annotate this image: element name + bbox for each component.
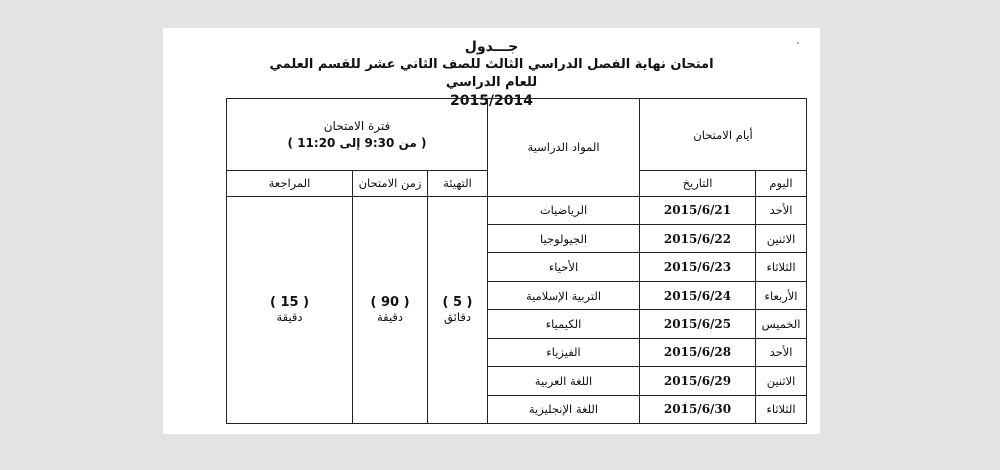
header-date: التاريخ [640, 171, 756, 196]
date-cell: 2015/6/21 [640, 196, 756, 224]
date-cell: 2015/6/29 [640, 367, 756, 395]
exam-time-value: ( 90 ) [370, 294, 410, 310]
review-value: ( 15 ) [269, 294, 310, 310]
header-review: المراجعة [227, 171, 353, 196]
title-heading: جـــدول [464, 39, 519, 55]
preparation-unit: دقائق [444, 309, 471, 324]
header-exam-time: زمن الامتحان [353, 171, 428, 196]
day-cell: الاثنين [756, 367, 807, 395]
date-cell: 2015/6/25 [640, 310, 756, 338]
header-exam-period [227, 99, 488, 171]
day-cell: الاثنين [756, 224, 807, 252]
day-cell: الثلاثاء [756, 253, 807, 281]
day-cell: الأحد [756, 338, 807, 366]
review-duration [227, 196, 353, 424]
header-subjects: المواد الدراسية [488, 99, 640, 197]
title-exam-description: امتحان نهاية الفصل الدراسي الثالث للصف الثاني عشر للقسم العلمي [269, 57, 714, 72]
day-cell: الأحد [756, 196, 807, 224]
review-unit: دقيقة [276, 309, 303, 324]
header-exam-period-range: ( من 9:30 إلى 11:20 ) [287, 135, 427, 150]
day-cell: الخميس [756, 310, 807, 338]
subject-cell: التربية الإسلامية [488, 281, 640, 309]
subject-cell: اللغة العربية [488, 367, 640, 395]
day-cell: الثلاثاء [756, 395, 807, 423]
preparation-value: ( 5 ) [442, 294, 473, 310]
exam-time-duration [353, 196, 428, 424]
date-cell: 2015/6/24 [640, 281, 756, 309]
subject-cell: الرياضيات [488, 196, 640, 224]
subject-cell: الكيمياء [488, 310, 640, 338]
title-academic-year: 2015/2014 [449, 93, 534, 109]
document-sheet [163, 28, 820, 434]
date-cell: 2015/6/23 [640, 253, 756, 281]
exam-time-unit: دقيقة [376, 309, 404, 324]
day-cell: الأربعاء [756, 281, 807, 309]
table-row [227, 196, 807, 224]
title-academic-year-label: للعام الدراسي [445, 75, 538, 90]
header-exam-period-label: فترة الامتحان [323, 118, 391, 133]
header-preparation: التهيئة [428, 171, 488, 196]
date-cell: 2015/6/22 [640, 224, 756, 252]
header-exam-days: أيام الامتحان [640, 99, 807, 171]
date-cell: 2015/6/28 [640, 338, 756, 366]
subject-cell: اللغة الإنجليزية [488, 395, 640, 423]
preparation-duration [428, 196, 488, 424]
exam-schedule-table [226, 98, 807, 424]
subject-cell: الجيولوجيا [488, 224, 640, 252]
subject-cell: الأحياء [488, 253, 640, 281]
header-day: اليوم [756, 171, 807, 196]
subject-cell: الفيزياء [488, 338, 640, 366]
date-cell: 2015/6/30 [640, 395, 756, 423]
